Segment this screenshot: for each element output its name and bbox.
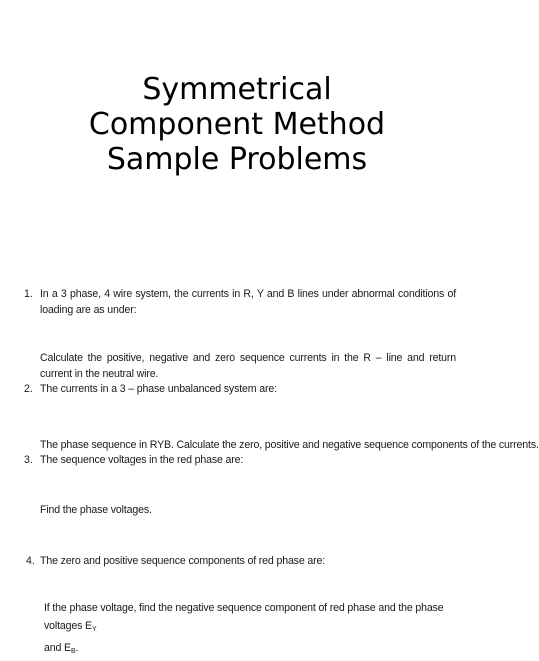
page-title — [0, 72, 474, 177]
problem-1-followup: Calculate the positive, negative and zero sequence currents in the R – line and return current in the neutral wire. — [40, 352, 456, 380]
problem-4-text: The zero and positive sequence components of red phase are: — [40, 555, 326, 567]
problem-4-followup-end: . — [75, 642, 79, 654]
problem-2-number: 2. — [24, 383, 33, 395]
title-line-3: Sample Problems — [106, 142, 368, 177]
problem-1-number: 1. — [24, 288, 33, 300]
title-line-2: Component Method — [88, 107, 386, 142]
problem-2-followup: The phase sequence in RYB. Calculate the zero, positive and negative sequence components of the currents. — [40, 439, 539, 451]
problem-1-text: In a 3 phase, 4 wire system, the currents in R, Y and B lines under abnormal conditions of loading are as under: — [40, 288, 456, 316]
problem-4-number: 4. — [26, 555, 35, 567]
problem-4-followup-and: and E — [44, 642, 71, 654]
subscript-b: B — [70, 648, 76, 655]
subscript-y: Y — [91, 626, 97, 633]
problem-3-text: The sequence voltages in the red phase are: — [40, 454, 244, 466]
problem-4-followup — [44, 599, 462, 661]
title-line-1: Symmetrical — [142, 72, 332, 107]
problem-2-text: The currents in a 3 – phase unbalanced system are: — [40, 383, 277, 395]
problem-3-followup: Find the phase voltages. — [40, 504, 152, 516]
problem-3-number: 3. — [24, 454, 33, 466]
problem-4-followup-line: If the phase voltage, find the negative sequence component of red phase and the phase voltages E — [44, 602, 444, 632]
